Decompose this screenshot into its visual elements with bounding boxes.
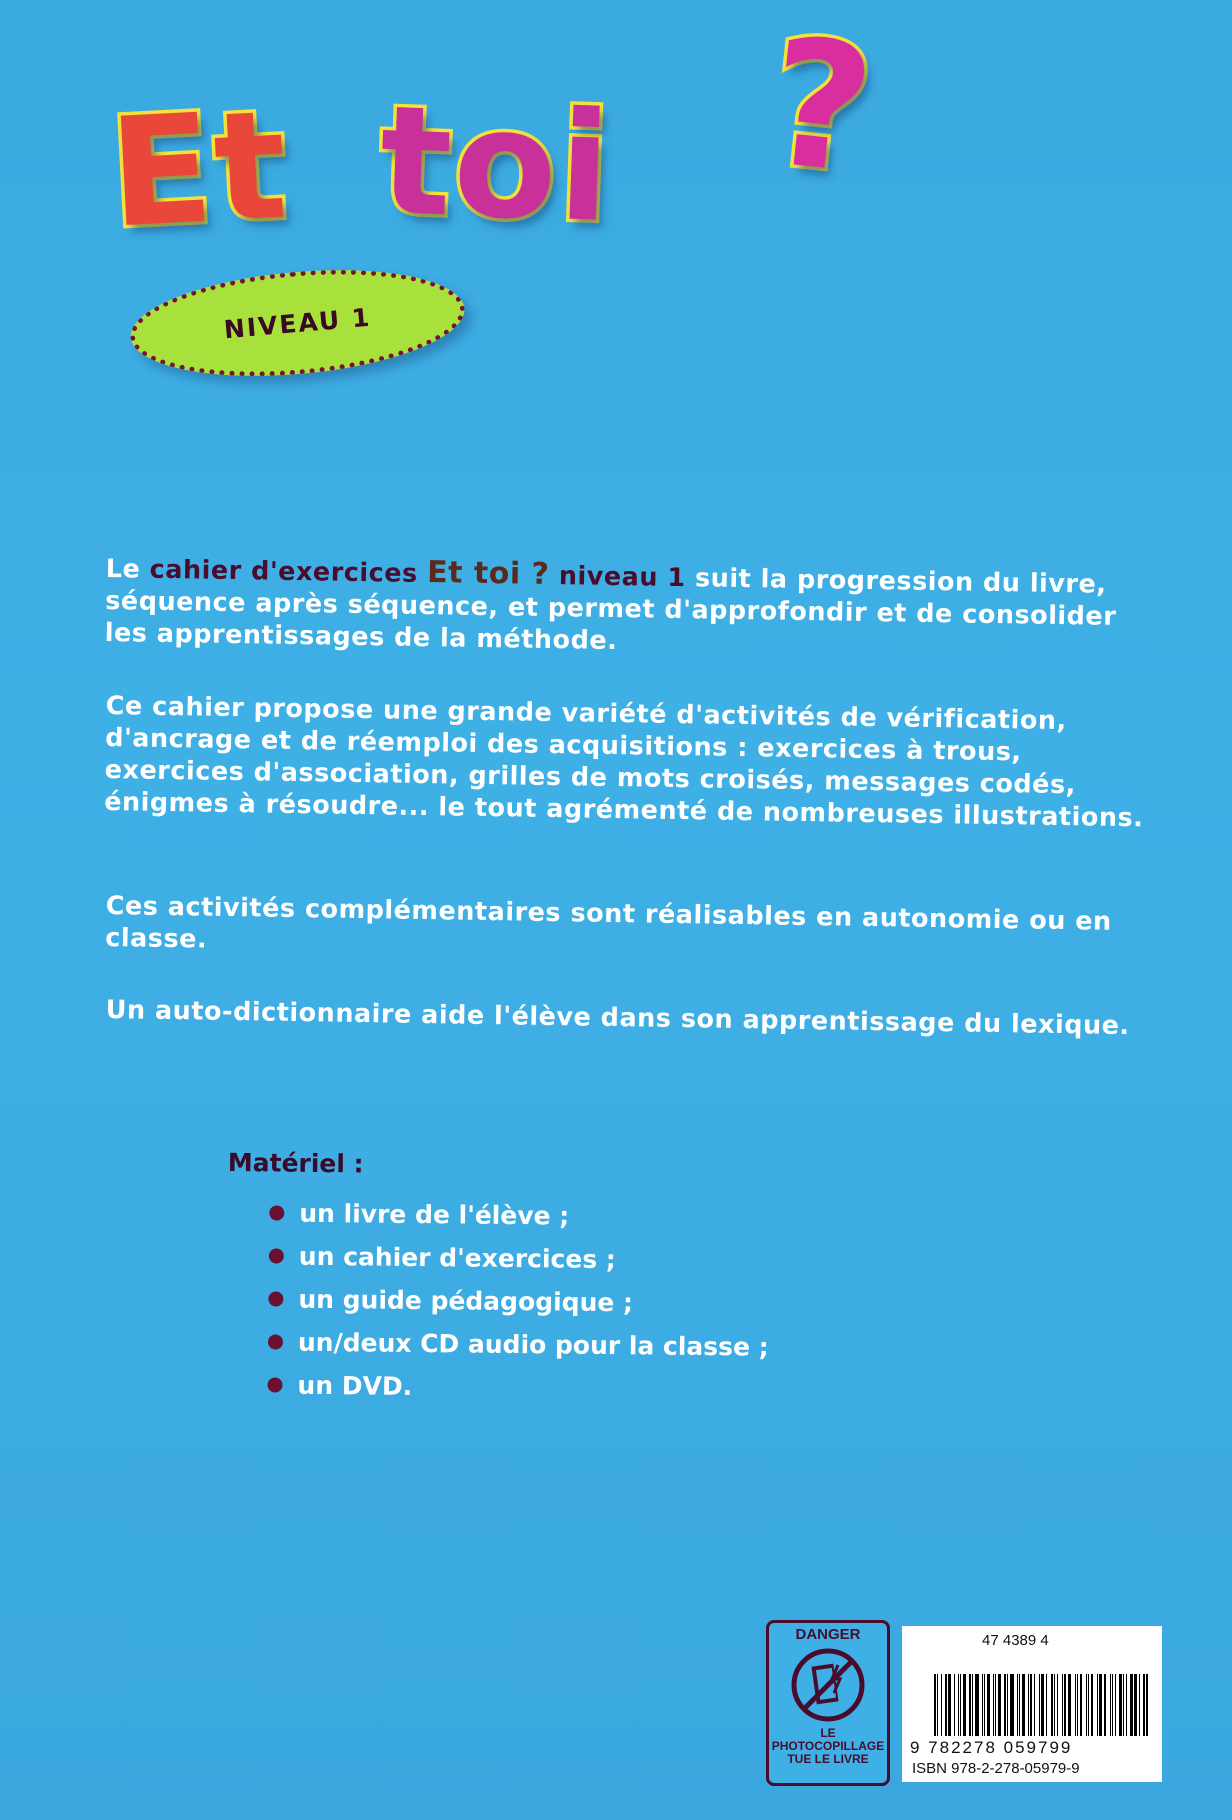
barcode-bar <box>993 1674 994 1736</box>
list-item-label: un/deux CD audio pour la classe ; <box>297 1327 769 1362</box>
barcode-bar <box>975 1674 978 1736</box>
list-item-label: un guide pédagogique ; <box>298 1284 634 1318</box>
barcode-bar <box>954 1674 955 1736</box>
barcode-bar <box>1139 1674 1140 1736</box>
bullet-icon <box>268 1334 283 1349</box>
barcode-bar <box>958 1674 959 1736</box>
barcode-bar <box>1112 1674 1113 1736</box>
barcode-bar <box>1077 1674 1078 1736</box>
bullet-icon <box>269 1205 284 1220</box>
isbn-text: ISBN 978-2-278-05979-9 <box>912 1760 1080 1777</box>
p1-text-g: suit la progression du livre, séquence après séquence, et permet d'approfondir et de consolider les apprentissages de la méthode. <box>104 563 1117 657</box>
bullet-icon <box>268 1291 283 1306</box>
p1-niveau: niveau 1 <box>558 561 686 594</box>
barcode-bar <box>1041 1674 1044 1736</box>
danger-text <box>769 1727 887 1766</box>
list-item-label: un cahier d'exercices ; <box>298 1241 617 1275</box>
barcode-bar <box>1146 1674 1148 1736</box>
barcode-bar <box>1126 1674 1127 1736</box>
title-toi: toi <box>377 74 616 256</box>
barcode-bar <box>1030 1674 1032 1736</box>
barcode-bar <box>1057 1674 1058 1736</box>
barcode-bar <box>972 1674 973 1736</box>
barcode-bar <box>937 1674 938 1736</box>
barcode-bar <box>1004 1674 1006 1736</box>
barcode-bar <box>1062 1674 1063 1736</box>
list-item <box>268 1320 926 1370</box>
barcode-bar <box>1123 1674 1124 1736</box>
barcode-bar <box>1104 1674 1106 1736</box>
barcode-code: 47 4389 4 <box>982 1632 1049 1649</box>
barcode-bar <box>969 1674 971 1736</box>
barcode-bar <box>1054 1674 1055 1736</box>
barcode-bar <box>1143 1674 1144 1736</box>
danger-line-2: PHOTOCOPILLAGE <box>771 1739 885 1753</box>
barcode-bar <box>945 1674 947 1736</box>
barcode-bar <box>1080 1674 1082 1736</box>
barcode-bar <box>1034 1674 1035 1736</box>
list-item <box>268 1277 926 1327</box>
barcode-bar <box>963 1674 965 1736</box>
barcode-bar <box>1134 1674 1137 1736</box>
barcode-bar <box>948 1674 951 1736</box>
barcode-bar <box>995 1674 996 1736</box>
barcode-bar <box>982 1674 983 1736</box>
barcode-bar <box>1110 1674 1111 1736</box>
danger-line-1: LE <box>820 1726 836 1740</box>
list-item-label: un DVD. <box>297 1370 413 1401</box>
title-et: Et <box>105 78 293 262</box>
niveau-badge <box>126 258 469 389</box>
barcode-bar <box>1007 1674 1008 1736</box>
description-paragraph-2: Ce cahier propose une grande variété d'activités de vérification, d'ancrage et de réemploi des acquisitions : exercices à trous, exercices d'association, grilles de mots croisés, messages codés, énigmes à résoudre... le tout agrémenté de nombreuses illustrations. <box>104 690 1144 834</box>
p1-cahier: cahier d'exercices <box>149 554 418 589</box>
barcode-bar <box>987 1674 989 1736</box>
barcode-bar <box>1064 1674 1066 1736</box>
barcode-bar <box>984 1674 985 1736</box>
barcode-bar <box>1115 1674 1116 1736</box>
list-item-label: un livre de l'élève ; <box>299 1198 570 1231</box>
title-question-mark: ? <box>759 1 884 214</box>
p1-text-a: Le <box>105 553 150 585</box>
materiel-list <box>225 1191 927 1413</box>
list-item <box>269 1234 927 1284</box>
barcode-label <box>902 1626 1162 1782</box>
barcode-bars <box>934 1674 1150 1736</box>
barcode-bar <box>1010 1674 1013 1736</box>
description-paragraph-4: Un auto-dictionnaire aide l'élève dans son apprentissage du lexique. <box>105 994 1130 1042</box>
barcode-bar <box>1068 1674 1071 1736</box>
list-item <box>269 1191 927 1241</box>
danger-line-3: TUE LE LIVRE <box>787 1752 869 1766</box>
barcode-bar <box>1028 1674 1029 1736</box>
barcode-bar <box>1119 1674 1121 1736</box>
barcode-bar <box>1097 1674 1098 1736</box>
barcode-bar <box>1091 1674 1093 1736</box>
barcode-bar <box>941 1674 942 1736</box>
barcode-bar <box>1046 1674 1047 1736</box>
list-item <box>267 1363 925 1413</box>
barcode-bar <box>1086 1674 1087 1736</box>
barcode-bar <box>960 1674 961 1736</box>
barcode-bar <box>1039 1674 1040 1736</box>
barcode-bar <box>1099 1674 1102 1736</box>
barcode-bar <box>1017 1674 1018 1736</box>
p1-et-toi: Et toi ? <box>426 555 550 592</box>
barcode-bar <box>1130 1674 1132 1736</box>
photocopy-danger-logo <box>766 1620 890 1786</box>
barcode-bar <box>1051 1674 1053 1736</box>
barcode-bar <box>1088 1674 1089 1736</box>
description-paragraph-1 <box>104 552 1165 666</box>
description-paragraph-3: Ces activités complémentaires sont réalisables en autonomie ou en classe. <box>105 890 1112 955</box>
cover-title <box>105 1 970 270</box>
materiel-section <box>225 1148 928 1413</box>
barcode-bar <box>998 1674 1000 1736</box>
barcode-bar <box>934 1674 936 1736</box>
no-photocopy-icon <box>788 1645 868 1725</box>
bullet-icon <box>267 1377 282 1392</box>
bullet-icon <box>269 1248 284 1263</box>
barcode-digits: 9 782278 059799 <box>910 1738 1073 1757</box>
materiel-title: Matériel : <box>227 1148 364 1179</box>
danger-label: DANGER <box>795 1626 861 1643</box>
barcode-bar <box>1022 1674 1024 1736</box>
barcode-bar <box>1019 1674 1020 1736</box>
barcode-bar <box>1075 1674 1076 1736</box>
niveau-label: NIVEAU 1 <box>222 302 373 344</box>
